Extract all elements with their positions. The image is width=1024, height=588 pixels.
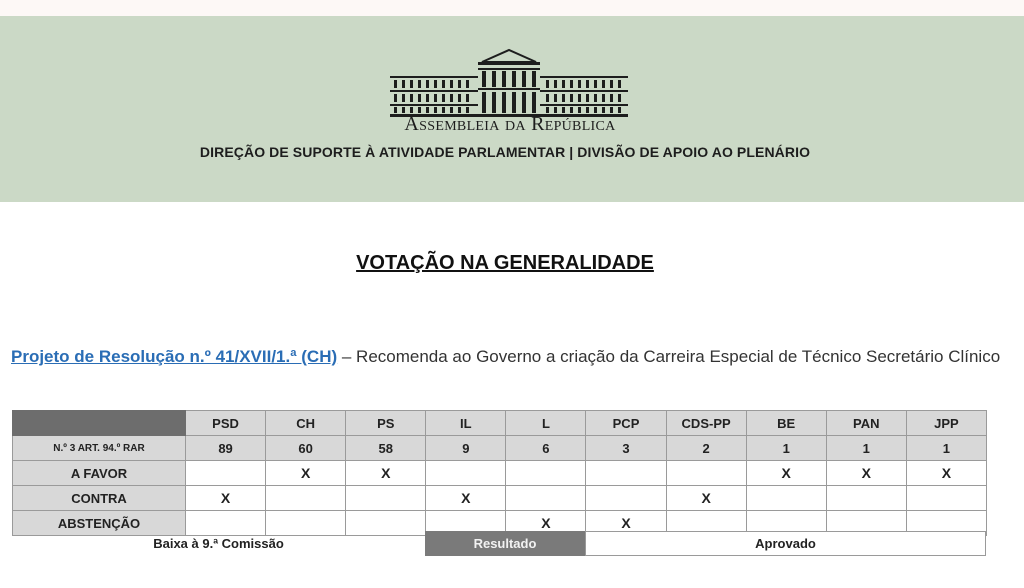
vote-cell [666, 461, 746, 486]
assembly-name: Assembleia da República [404, 113, 616, 135]
table-corner [13, 411, 186, 436]
seats-row [13, 436, 987, 461]
vote-row-label: CONTRA [13, 486, 186, 511]
vote-cell: X [746, 461, 826, 486]
header-banner [0, 16, 1024, 202]
vote-cell: X [186, 486, 266, 511]
vote-cell: X [826, 461, 906, 486]
result-value: Aprovado [585, 531, 986, 556]
seat-count: 58 [346, 436, 426, 461]
result-label: Resultado [425, 531, 585, 556]
party-header: PS [346, 411, 426, 436]
seat-count: 1 [826, 436, 906, 461]
party-header: CDS-PP [666, 411, 746, 436]
seat-count: 1 [746, 436, 826, 461]
page-title: VOTAÇÃO NA GENERALIDADE [356, 252, 654, 274]
seat-count: 6 [506, 436, 586, 461]
seat-count: 60 [266, 436, 346, 461]
vote-cell [346, 486, 426, 511]
vote-cell: X [906, 461, 986, 486]
seat-count: 9 [426, 436, 506, 461]
vote-cell: X [426, 486, 506, 511]
party-header: IL [426, 411, 506, 436]
vote-cell [586, 461, 666, 486]
vote-row-label: ABSTENÇÃO [13, 511, 186, 536]
project-summary: – Recomenda ao Governo a criação da Carreira Especial de Técnico Secretário Clínico [337, 347, 1001, 366]
vote-cell [186, 461, 266, 486]
vote-cell [586, 486, 666, 511]
division-subtitle: DIREÇÃO DE SUPORTE À ATIVIDADE PARLAMENTAR | DIVISÃO DE APOIO AO PLENÁRIO [199, 144, 811, 160]
party-header: PSD [186, 411, 266, 436]
party-header: PCP [586, 411, 666, 436]
vote-cell [506, 461, 586, 486]
vote-cell: X [346, 461, 426, 486]
vote-cell [826, 486, 906, 511]
party-header-row [13, 411, 987, 436]
result-row [12, 531, 986, 556]
vote-cell [426, 461, 506, 486]
seat-count: 1 [906, 436, 986, 461]
committee-referral: Baixa à 9.ª Comissão [153, 536, 284, 551]
vote-cell: X [506, 511, 586, 536]
vote-row-contra [13, 486, 987, 511]
vote-cell: X [666, 486, 746, 511]
party-header: JPP [906, 411, 986, 436]
seat-count: 3 [586, 436, 666, 461]
vote-cell: X [266, 461, 346, 486]
seats-row-label: N.º 3 ART. 94.º RAR [13, 436, 186, 461]
vote-cell: X [586, 511, 666, 536]
vote-cell [506, 486, 586, 511]
vote-cell [266, 486, 346, 511]
vote-cell [746, 486, 826, 511]
party-header: L [506, 411, 586, 436]
vote-row-label: A FAVOR [13, 461, 186, 486]
seat-count: 89 [186, 436, 266, 461]
vote-cell [906, 486, 986, 511]
vote-table [12, 410, 987, 536]
party-header: PAN [826, 411, 906, 436]
party-header: CH [266, 411, 346, 436]
seat-count: 2 [666, 436, 746, 461]
project-link[interactable]: Projeto de Resolução n.º 41/XVII/1.ª (CH) [11, 347, 338, 366]
vote-row-favor [13, 461, 987, 486]
party-header: BE [746, 411, 826, 436]
top-strip [0, 0, 1024, 16]
parliament-building-logo [386, 48, 632, 120]
project-description [11, 342, 1001, 371]
